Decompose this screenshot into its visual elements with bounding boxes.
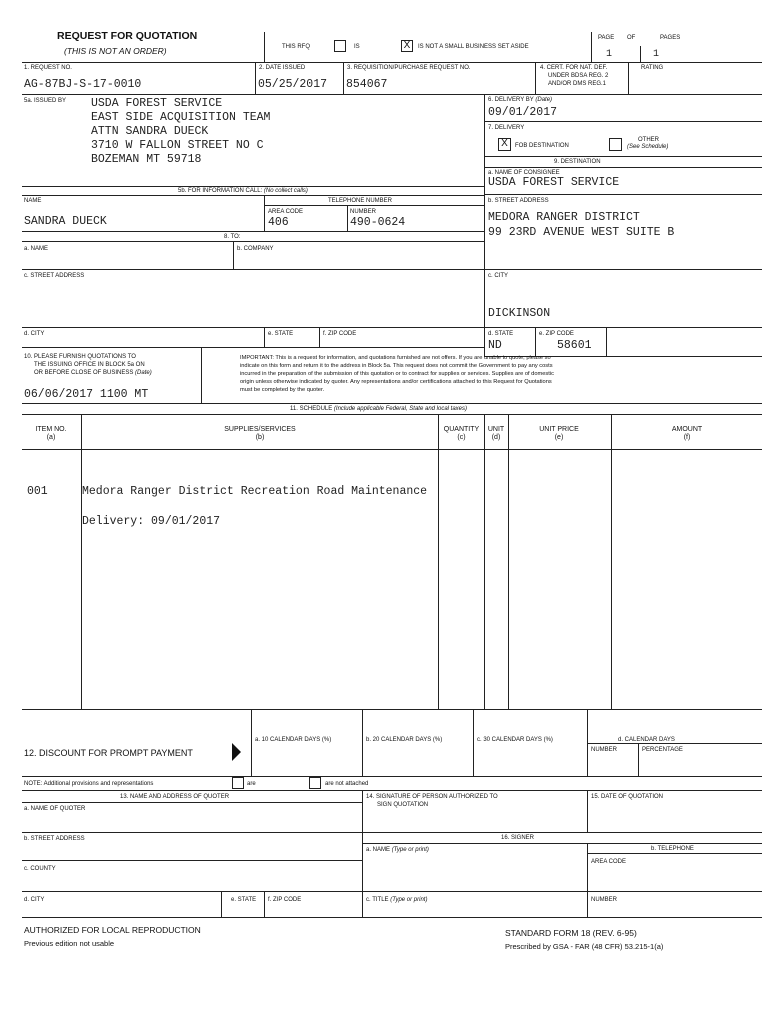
is-small-business-checkbox[interactable] [334, 40, 346, 52]
dest-zip-label: e. ZIP CODE [539, 331, 574, 337]
signer-number-label: NUMBER [591, 897, 618, 903]
date-issued-label: 2. DATE ISSUED [259, 65, 306, 71]
delivery-by-value: 09/01/2017 [488, 106, 558, 119]
requisition-value: 854067 [346, 78, 388, 91]
col-unit-price: UNIT PRICE (e) [539, 426, 579, 441]
request-no-value: AG-87BJ-S-17-0010 [24, 78, 142, 91]
quote-due-date: 06/06/2017 1100 MT [24, 388, 149, 401]
furnish-line1: 10. PLEASE FURNISH QUOTATIONS TO [24, 354, 136, 360]
signer-label: 16. SIGNER [501, 835, 535, 841]
fob-destination-label: FOB DESTINATION [515, 143, 569, 149]
cert-line3: AND/OR DMS REG.1 [548, 81, 607, 87]
page-label: PAGE [598, 35, 615, 41]
arrow-right-icon [232, 743, 241, 761]
other-note: (See Schedule) [627, 144, 669, 150]
issued-by-line4: 3710 W FALLON STREET NO C [91, 139, 264, 152]
is-label: IS [354, 44, 360, 50]
page-number: 1 [606, 49, 613, 60]
fob-destination-checkbox[interactable]: X [498, 138, 511, 151]
area-code-value: 406 [268, 216, 289, 229]
important-line1: IMPORTANT: This is a request for information, and quotations furnished are not offers. If you are unable to quote, please so [240, 355, 551, 361]
note-are-not: are not attached [325, 781, 369, 787]
dest-state-value: ND [488, 339, 502, 352]
note-text: NOTE: Additional provisions and representations [24, 781, 154, 787]
to-label: 8. TO: [224, 234, 241, 240]
signer-area-code-label: AREA CODE [591, 859, 627, 865]
dest-street-label: b. STREET ADDRESS [488, 198, 549, 204]
important-line4: origin unless otherwise indicated by quoter. Any representations and/or certifications attached to this Request for Quotations [240, 379, 552, 385]
date-issued-value: 05/25/2017 [258, 78, 328, 91]
provisions-are-not-checkbox[interactable] [309, 777, 321, 789]
important-line3: incurred in the preparation of the submission of this quotation or to contract for supplies or services. Supplies are of domestic [240, 371, 554, 377]
to-street-label: c. STREET ADDRESS [24, 273, 85, 279]
consignee-value: USDA FOREST SERVICE [488, 176, 620, 189]
discount-10-days: a. 10 CALENDAR DAYS (%) [255, 737, 332, 743]
col-supplies: SUPPLIES/SERVICES (b) [224, 426, 296, 441]
discount-label: 12. DISCOUNT FOR PROMPT PAYMENT [24, 748, 193, 758]
page-count: 1 [653, 49, 660, 60]
delivery-by-label: 6. DELIVERY BY (Date) [488, 97, 553, 103]
issued-by-line3: ATTN SANDRA DUECK [91, 125, 209, 138]
form-subtitle: (THIS IS NOT AN ORDER) [64, 46, 167, 56]
quoter-county-label: c. COUNTY [24, 866, 56, 872]
form-title: REQUEST FOR QUOTATION [57, 30, 198, 42]
pages-label: PAGES [660, 35, 681, 41]
footer-standard-form: STANDARD FORM 18 (REV. 6-95) [505, 928, 637, 938]
cert-line1: 4. CERT. FOR NAT. DEF. [540, 65, 608, 71]
cert-line2: UNDER BDSA REG. 2 [548, 73, 609, 79]
quoter-street-label: b. STREET ADDRESS [24, 836, 85, 842]
signature-label-line1: 14. SIGNATURE OF PERSON AUTHORIZED TO [366, 794, 498, 800]
discount-number: NUMBER [591, 747, 618, 753]
issued-by-line5: BOZEMAN MT 59718 [91, 153, 202, 166]
col-amount: AMOUNT (f) [671, 426, 703, 441]
footer-prescribed: Prescribed by GSA - FAR (48 CFR) 53.215-1(a) [505, 942, 664, 951]
dest-city-value: DICKINSON [488, 307, 551, 320]
line-item-number: 001 [27, 485, 48, 498]
quoter-city-label: d. CITY [24, 897, 45, 903]
important-line5: must be completed by the quoter. [240, 387, 325, 393]
dest-city-label: c. CITY [488, 273, 509, 279]
discount-percentage: PERCENTAGE [642, 747, 683, 753]
footer-edition: Previous edition not usable [24, 939, 115, 948]
issued-by-line2: EAST SIDE ACQUISITION TEAM [91, 111, 271, 124]
important-line2: indicate on this form and return it to the address in Block 5a. This request does not commit the Government to pay any costs [240, 363, 553, 369]
quoter-zip-label: f. ZIP CODE [268, 897, 302, 903]
rating-label: RATING [641, 65, 664, 71]
dest-zip-value: 58601 [557, 339, 592, 352]
to-company-label: b. COMPANY [237, 246, 274, 252]
date-of-quotation-label: 15. DATE OF QUOTATION [591, 794, 664, 800]
col-quantity: QUANTITY (c) [443, 426, 480, 441]
to-name-label: a. NAME [24, 246, 49, 252]
area-code-label: AREA CODE [268, 209, 304, 215]
to-state-label: e. STATE [268, 331, 294, 337]
col-item-no: ITEM NO. (a) [35, 426, 67, 441]
to-city-label: d. CITY [24, 331, 45, 337]
furnish-line3: OR BEFORE CLOSE OF BUSINESS (Date) [34, 370, 152, 376]
discount-20-days: b. 20 CALENDAR DAYS (%) [366, 737, 443, 743]
consignee-label: a. NAME OF CONSIGNEE [488, 170, 560, 176]
dest-street-line2: 99 23RD AVENUE WEST SUITE B [488, 226, 675, 239]
discount-30-days: c. 30 CALENDAR DAYS (%) [477, 737, 553, 743]
footer-reproduction: AUTHORIZED FOR LOCAL REPRODUCTION [24, 925, 201, 935]
is-not-small-business-label: IS NOT A SMALL BUSINESS SET ASIDE [418, 44, 529, 50]
request-no-label: 1. REQUEST NO. [24, 65, 72, 71]
signer-name-label: a. NAME (Type or print) [366, 847, 429, 853]
contact-name-value: SANDRA DUECK [24, 215, 107, 228]
discount-calendar-days: d. CALENDAR DAYS [618, 737, 675, 743]
info-call-label: 5b. FOR INFORMATION CALL: (No collect calls) [178, 188, 308, 194]
col-unit: UNIT (d) [487, 426, 505, 441]
issued-by-line1: USDA FOREST SERVICE [91, 97, 223, 110]
telephone-label: TELEPHONE NUMBER [328, 198, 393, 204]
is-not-small-business-checkbox[interactable]: X [401, 40, 413, 52]
dest-state-label: d. STATE [488, 331, 514, 337]
line-item-delivery: Delivery: 09/01/2017 [82, 515, 221, 528]
of-label: OF [627, 35, 636, 41]
furnish-line2: THE ISSUING OFFICE IN BLOCK 5a ON [34, 362, 145, 368]
destination-label: 9. DESTINATION [554, 159, 601, 165]
dest-street-line1: MEDORA RANGER DISTRICT [488, 211, 640, 224]
signature-label-line2: SIGN QUOTATION [377, 802, 429, 808]
quoter-name-label: a. NAME OF QUOTER [24, 806, 86, 812]
signer-telephone-label: b. TELEPHONE [651, 846, 694, 852]
delivery-label: 7. DELIVERY [488, 125, 525, 131]
phone-number-label: NUMBER [350, 209, 377, 215]
contact-name-label: NAME [24, 198, 42, 204]
other-label: OTHER [638, 137, 659, 143]
note-are: are [247, 781, 256, 787]
line-item-description: Medora Ranger District Recreation Road Maintenance [82, 485, 428, 498]
to-zip-label: f. ZIP CODE [323, 331, 357, 337]
other-delivery-checkbox[interactable] [609, 138, 622, 151]
issued-by-label: 5a. ISSUED BY [24, 98, 67, 104]
requisition-label: 3. REQUISITION/PURCHASE REQUEST NO. [347, 65, 471, 71]
phone-number-value: 490-0624 [350, 216, 406, 229]
provisions-are-checkbox[interactable] [232, 777, 244, 789]
signer-title-label: c. TITLE (Type or print) [366, 897, 428, 903]
schedule-title: 11. SCHEDULE (Include applicable Federal, State and local taxes) [290, 406, 467, 412]
quoter-section-label: 13. NAME AND ADDRESS OF QUOTER [120, 794, 230, 800]
this-rfq-label: THIS RFQ [282, 44, 310, 50]
quoter-state-label: e. STATE [231, 897, 257, 903]
